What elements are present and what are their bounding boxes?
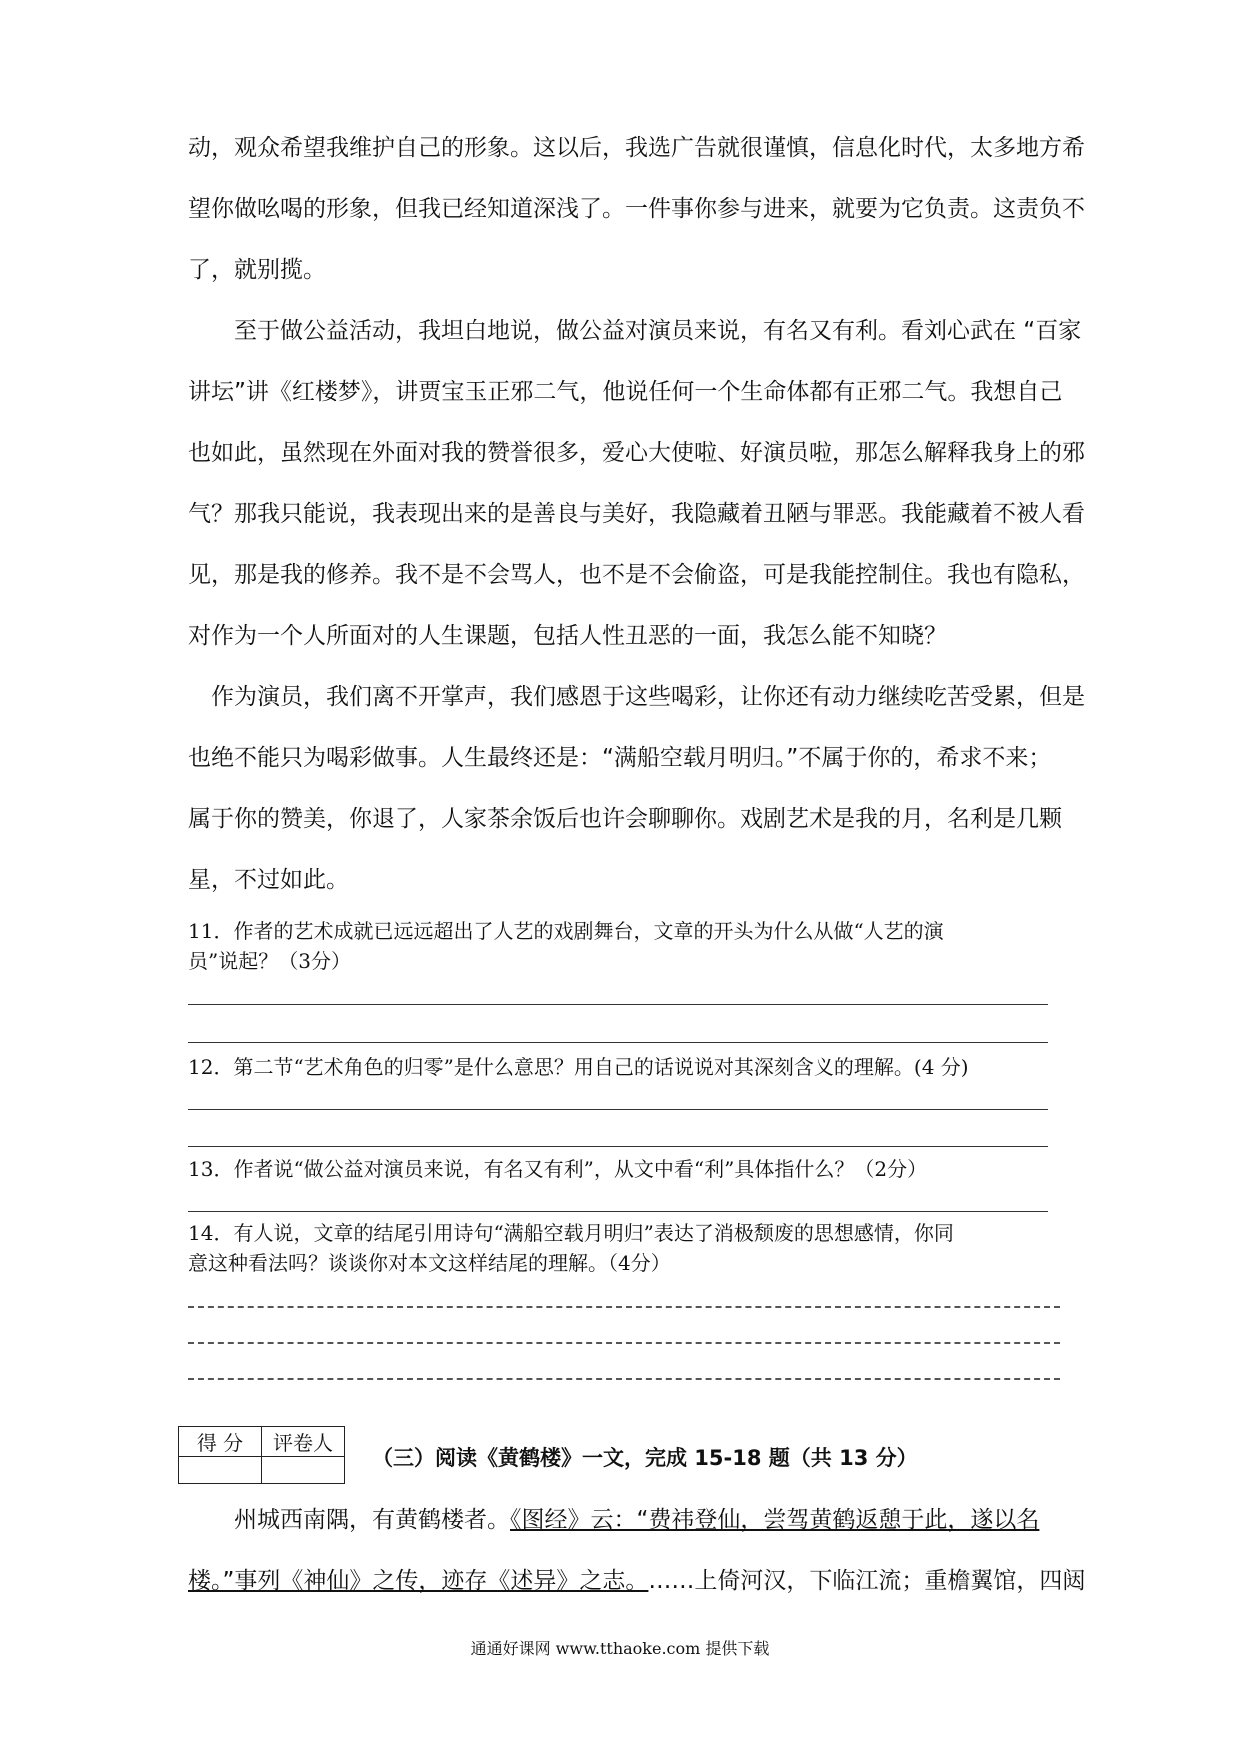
passage-line-2-plain: ……上倚河汉，下临江流；重檐翼馆，四闼 (648, 1568, 1086, 1594)
page-footer: 通通好课网 www.tthaoke.com 提供下载 (470, 1639, 770, 1658)
answer-line-12a[interactable] (188, 1109, 1048, 1110)
passage-line-1-plain: 州城西南隅，有黄鹤楼者。 (188, 1507, 510, 1533)
grader-cell[interactable] (262, 1457, 345, 1484)
score-table (178, 1426, 345, 1484)
answer-line-14c[interactable] (188, 1378, 1060, 1380)
question-11-line-2: 员”说起？（3分） (188, 949, 351, 973)
passage-line-1-underlined: 《图经》云：“费祎登仙，尝驾黄鹤返憩于此，遂以名 (510, 1507, 1040, 1533)
paragraph-3-line-1: 作为演员，我们离不开掌声，我们感恩于这些喝彩，让你还有动力继续吃苦受累，但是 (188, 684, 1085, 710)
passage-line-2-underlined: 楼。”事列《神仙》之传，迹存《述异》之志。 (188, 1568, 649, 1594)
paragraph-1-line-2: 望你做吆喝的形象，但我已经知道深浅了。一件事你参与进来，就要为它负责。这责负不 (188, 196, 1085, 222)
paragraph-2-line-1: 至于做公益活动，我坦白地说，做公益对演员来说，有名又有利。看刘心武在 “百家 (188, 318, 1082, 344)
answer-line-11b[interactable] (188, 1042, 1048, 1043)
paragraph-1-line-3: 了，就别揽。 (188, 257, 326, 283)
paragraph-2-line-6: 对作为一个人所面对的人生课题，包括人性丑恶的一面，我怎么能不知晓？ (188, 623, 947, 649)
score-label: 得 分 (179, 1427, 262, 1457)
question-14-line-1: 14．有人说，文章的结尾引用诗句“满船空载月明归”表达了消极颓废的思想感情，你同 (188, 1221, 954, 1245)
passage-line-2 (188, 1551, 1086, 1612)
question-14-line-2: 意这种看法吗？谈谈你对本文这样结尾的理解。（4分） (188, 1251, 671, 1275)
answer-line-14b[interactable] (188, 1342, 1060, 1344)
paragraph-3-line-3: 属于你的赞美，你退了，人家茶余饭后也许会聊聊你。戏剧艺术是我的月，名利是几颗 (188, 806, 1062, 832)
paragraph-2-line-5: 见，那是我的修养。我不是不会骂人，也不是不会偷盗，可是我能控制住。我也有隐私， (188, 562, 1085, 588)
grader-label: 评卷人 (262, 1427, 345, 1457)
section-3-title: （三）阅读《黄鹤楼》一文，完成 15-18 题（共 13 分） (372, 1446, 918, 1470)
paragraph-3-line-2: 也绝不能只为喝彩做事。人生最终还是：“满船空载月明归。”不属于你的，希求不来； (188, 745, 1052, 771)
answer-line-11a[interactable] (188, 1004, 1048, 1005)
question-11-line-1: 11．作者的艺术成就已远远超出了人艺的戏剧舞台，文章的开头为什么从做“人艺的演 (188, 919, 944, 943)
answer-line-12b[interactable] (188, 1146, 1048, 1147)
paragraph-2-line-2: 讲坛”讲《红楼梦》，讲贾宝玉正邪二气，他说任何一个生命体都有正邪二气。我想自己 (188, 379, 1063, 405)
question-13: 13．作者说“做公益对演员来说，有名又有利”，从文中看“利”具体指什么？（2分） (188, 1157, 928, 1181)
score-cell[interactable] (179, 1457, 262, 1484)
question-12: 12．第二节“艺术角色的归零”是什么意思？用自己的话说说对其深刻含义的理解。(4 分) (188, 1055, 969, 1079)
answer-line-14a[interactable] (188, 1306, 1060, 1308)
paragraph-2-line-3: 也如此，虽然现在外面对我的赞誉很多，爱心大使啦、好演员啦，那怎么解释我身上的邪 (188, 440, 1085, 466)
paragraph-1-line-1: 动，观众希望我维护自己的形象。这以后，我选广告就很谨慎，信息化时代，太多地方希 (188, 135, 1085, 161)
answer-line-13[interactable] (188, 1211, 1048, 1212)
paragraph-2-line-4: 气？那我只能说，我表现出来的是善良与美好，我隐藏着丑陋与罪恶。我能藏着不被人看 (188, 501, 1085, 527)
passage-line-1 (188, 1490, 1048, 1551)
paragraph-3-line-4: 星，不过如此。 (188, 867, 349, 893)
